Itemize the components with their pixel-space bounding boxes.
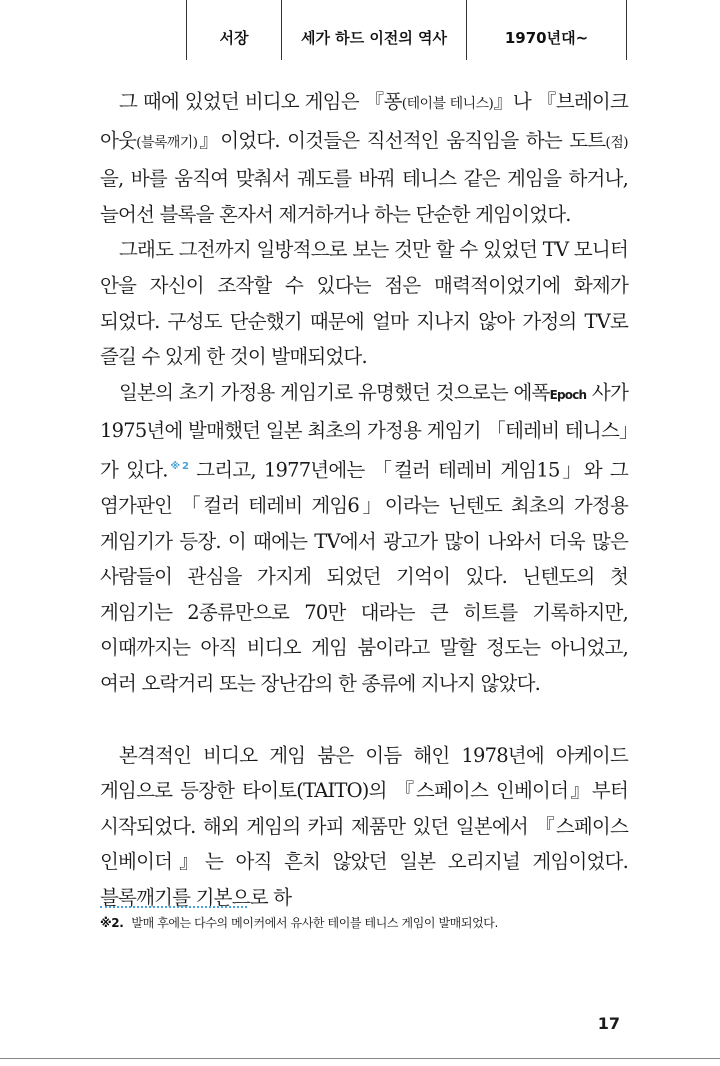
footnote-reference: ※2 — [167, 460, 189, 472]
inline-gloss: (테이블 테니스) — [401, 96, 494, 112]
header-section-prologue: 서장 — [219, 29, 249, 47]
paragraph-4: 본격적인 비디오 게임 붐은 이듬 해인 1978년에 아케이드 게임으로 등장한 타이토(TAITO)의 『스페이스 인베이더』부터 시작되었다. 해외 게임의 카피 제품만 있던 일본에서 『스페이스 인베이더』는 아직 흔치 않았던 일본 오리지널 게임이었다. 블록깨기를 기본으로 하 — [100, 743, 628, 909]
paragraph-2: 그래도 그전까지 일방적으로 보는 것만 할 수 있었던 TV 모니터 안을 자신이 조작할 수 있다는 점은 매력적이었기에 화제가 되었다. 구성도 단순했기 때문에 얼마 지나지 않아 가정의 TV로 즐길 수 있게 한 것이 발매되었다. — [100, 238, 628, 369]
body-text — [100, 84, 628, 916]
header-section-history: 세가 하드 이전의 역사 — [300, 29, 448, 47]
inline-gloss: (점) — [605, 134, 628, 151]
paragraph-text: 』이었다. 이것들은 직선적인 움직임을 하는 도트 — [197, 128, 606, 152]
page-edge-line — [0, 1058, 720, 1059]
running-header — [0, 0, 720, 60]
page-number: 17 — [597, 1014, 620, 1033]
inline-gloss: Epoch — [549, 387, 587, 402]
footnote-mark: ※2. — [100, 916, 124, 930]
paragraph-text: 그 때에 있었던 비디오 게임은 『퐁 — [119, 90, 402, 113]
inline-gloss: (블록깨기) — [136, 134, 198, 151]
paragraph-text: 』나 『브레이크 아웃 — [100, 90, 628, 152]
footnote-divider — [100, 906, 247, 908]
paragraph-text: 그리고, 1977년에는 「컬러 테레비 게임15」와 그 염가판인 「컬러 테레비 게임6」이라는 닌텐도 최초의 가정용 게임기가 등장. 이 때에는 TV에서 광고가 많이 나와서 더욱 많은 사람들이 관심을 가지게 되었던 기억이 있다. 닌텐도의 첫 게임기는 2종류만으로 70만 대라는 큰 히트를 기록하지만, 이때까지는 아직 비디오 게임 붐이라고 말할 정도는 아니었고, 여러 오락거리 또는 장난감의 한 종류에 지나지 않았다. — [100, 458, 628, 695]
header-divider — [626, 0, 627, 60]
paragraph-text: 일본의 초기 가정용 게임기로 유명했던 것으로는 에폭 — [119, 380, 550, 404]
header-section-era: 1970년대~ — [504, 29, 589, 47]
footnote — [100, 914, 630, 931]
paragraph-3 — [100, 375, 628, 702]
paragraph-text: 을, 바를 움직여 맞춰서 궤도를 바꿔 테니스 같은 게임을 하거나, 늘어선 블록을 혼자서 제거하거나 하는 단순한 게임이었다. — [100, 167, 628, 226]
paragraph-1 — [100, 84, 628, 232]
paragraph-text: 사가 1975년에 발매했던 일본 최초의 가정용 게임기 「테레비 테니스」가 있다. — [100, 380, 628, 482]
footnote-text: 발매 후에는 다수의 메이커에서 유사한 테이블 테니스 게임이 발매되었다. — [131, 916, 498, 930]
